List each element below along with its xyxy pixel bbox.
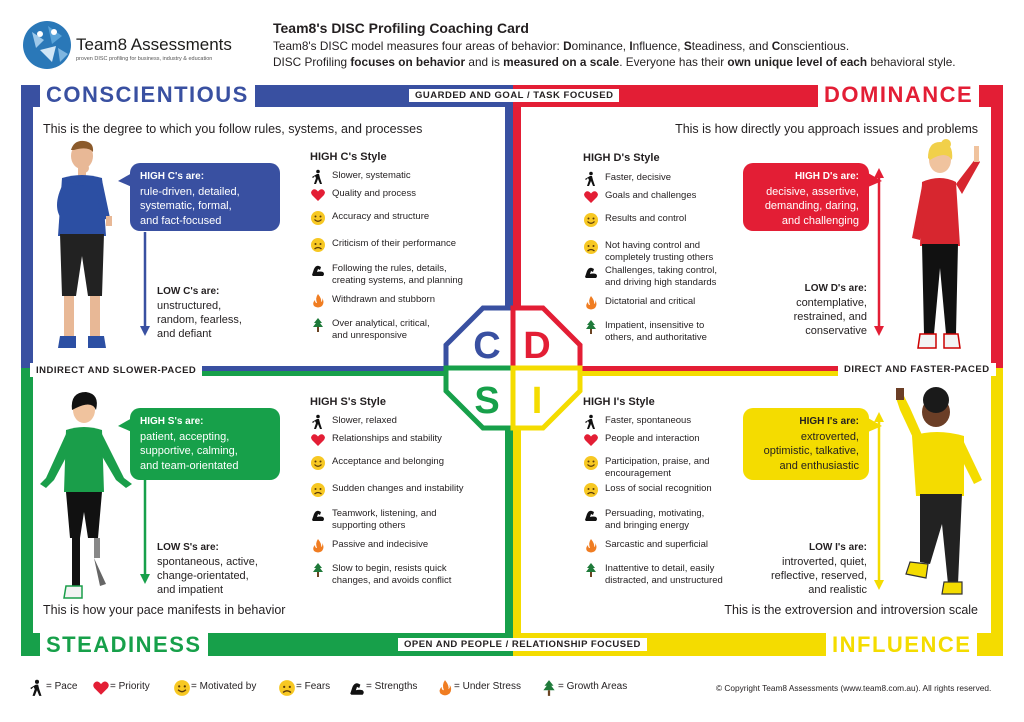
smiley-icon [583, 212, 599, 226]
axis-label-right: DIRECT AND FASTER-PACED [838, 363, 996, 376]
legend-label: = Pace [46, 681, 78, 692]
style-row-text: Over analytical, critical, [332, 318, 430, 329]
style-row-text: others, and authoritative [605, 331, 707, 343]
worried-face-icon [583, 239, 599, 253]
page-title: Team8's DISC Profiling Coaching Card [273, 20, 529, 36]
smiley-icon [583, 455, 599, 469]
high-i-line: and enthusiastic [779, 459, 859, 472]
high-c-heading: HIGH C's are: [140, 171, 205, 182]
team8-logo-mark-icon [22, 18, 72, 72]
influence-side-stripe [991, 368, 1003, 656]
high-c-line: rule-driven, detailed, [140, 185, 240, 198]
high-c-bubble-tail [118, 173, 132, 189]
flame-icon [310, 538, 326, 552]
low-c-heading: LOW C's are: [157, 286, 220, 297]
center-letter-c: C [473, 325, 501, 367]
style-row-text: completely trusting others [605, 251, 714, 263]
flexed-arm-icon [310, 262, 326, 276]
legend-label: = Strengths [366, 681, 418, 692]
style-row [583, 265, 773, 288]
style-row-text: Slower, systematic [332, 170, 411, 181]
s-scale-arrow-icon [140, 480, 150, 584]
influence-person-illustration [890, 384, 988, 600]
style-row-text: Challenges, taking control, [605, 265, 717, 276]
high-c-line: and fact-focused [140, 214, 222, 227]
style-row-text: changes, and avoids conflict [332, 574, 452, 586]
style-row [310, 238, 500, 250]
high-d-heading: HIGH D's are: [794, 171, 859, 182]
walking-person-icon [583, 414, 599, 428]
i-scale-arrow-icon [874, 412, 884, 590]
tree-icon [583, 319, 599, 333]
axis-label-left: INDIRECT AND SLOWER-PACED [30, 363, 202, 377]
high-c-style-heading: HIGH C's Style [310, 151, 387, 163]
logo-name: Team8 Assessments [76, 35, 232, 54]
flame-icon [583, 295, 599, 309]
style-row [583, 172, 773, 184]
conscientious-person-illustration [44, 138, 120, 356]
steadiness-description: This is how your pace manifests in behavior [43, 603, 286, 617]
high-s-style-heading: HIGH S's Style [310, 396, 386, 408]
low-s-line: spontaneous, active, [157, 556, 258, 568]
heart-icon [583, 432, 599, 446]
copyright-notice: © Copyright Team8 Assessments (www.team8.com.au). All rights reserved. [716, 683, 992, 693]
style-row-text: and unresponsive [332, 329, 407, 341]
high-d-line: and challenging [781, 214, 859, 227]
flame-icon [436, 679, 454, 695]
worried-face-icon [583, 482, 599, 496]
style-row-text: Faster, decisive [605, 172, 671, 183]
center-letter-d: D [523, 325, 551, 367]
legend-label: = Priority [110, 681, 150, 692]
style-row [583, 483, 773, 495]
style-row [583, 563, 773, 586]
high-i-line: optimistic, talkative, [763, 445, 859, 457]
flexed-arm-icon [348, 679, 366, 695]
low-i-line: reflective, reserved, [771, 570, 867, 582]
style-row-text: Not having control and [605, 240, 701, 251]
style-row-text: Impatient, insensitive to [605, 320, 705, 331]
legend-label: = Motivated by [191, 681, 257, 692]
low-d-heading: LOW D's are: [804, 283, 867, 294]
walking-person-icon [583, 171, 599, 185]
conscientious-description: This is the degree to which you follow rules, systems, and processes [43, 122, 423, 136]
low-c-line: random, fearless, [157, 314, 242, 326]
style-row [310, 433, 500, 445]
style-row-text: Withdrawn and stubborn [332, 294, 435, 305]
smiley-icon [310, 455, 326, 469]
high-s-line: supportive, calming, [140, 445, 238, 457]
heart-icon [92, 679, 110, 695]
style-row-text: supporting others [332, 519, 406, 531]
style-row-text: Goals and challenges [605, 190, 697, 201]
axis-label-top: GUARDED AND GOAL / TASK FOCUSED [409, 89, 619, 102]
style-row-text: and bringing energy [605, 519, 689, 531]
style-row-text: creating systems, and planning [332, 274, 463, 286]
worried-face-icon [310, 237, 326, 251]
style-row [583, 415, 773, 427]
low-d-line: contemplative, [796, 297, 867, 309]
influence-description: This is the extroversion and introversion scale [724, 603, 978, 617]
style-row-text: Inattentive to detail, easily [605, 563, 715, 574]
dominance-description: This is how directly you approach issues and problems [675, 122, 978, 136]
header-intro-line-2: DISC Profiling focuses on behavior and is measured on a scale. Everyone has their own unique level of each behavioral style. [273, 55, 956, 69]
style-row-text: Teamwork, listening, and [332, 508, 437, 519]
style-row-text: Passive and indecisive [332, 539, 429, 550]
high-i-heading: HIGH I's are: [799, 416, 859, 427]
center-letter-i: I [531, 380, 543, 422]
style-row-text: distracted, and unstructured [605, 574, 723, 586]
low-c-line: unstructured, [157, 300, 222, 312]
high-s-line: patient, accepting, [140, 430, 230, 443]
high-c-line: systematic, formal, [140, 200, 232, 212]
style-row-text: Criticism of their performance [332, 238, 457, 249]
flexed-arm-icon [310, 507, 326, 521]
high-d-line: demanding, daring, [764, 200, 859, 212]
style-row [310, 294, 500, 306]
low-s-heading: LOW S's are: [157, 542, 219, 553]
low-d-block [794, 282, 867, 338]
conscientious-side-stripe [21, 85, 33, 368]
legend-label: = Growth Areas [558, 681, 628, 692]
style-row [583, 240, 773, 263]
center-letter-s: S [474, 380, 500, 422]
worried-face-icon [310, 482, 326, 496]
style-row-text: Dictatorial and critical [605, 296, 696, 307]
disc-center-octagon [443, 305, 583, 431]
style-row-text: Sarcastic and superficial [605, 539, 708, 550]
low-s-block [157, 541, 258, 597]
low-i-heading: LOW I's are: [809, 542, 867, 553]
high-d-line: decisive, assertive, [766, 185, 859, 198]
style-row [583, 508, 773, 531]
low-s-line: change-orientated, [157, 570, 249, 582]
steadiness-person-illustration [36, 388, 136, 602]
style-row [310, 170, 500, 182]
high-c-bubble [130, 163, 280, 231]
low-d-line: restrained, and [793, 311, 867, 323]
high-s-bubble [130, 408, 280, 480]
style-row-text: Quality and process [332, 188, 416, 199]
style-row [310, 211, 500, 223]
c-scale-arrow-icon [140, 232, 150, 336]
d-scale-arrow-icon [874, 168, 884, 336]
style-row [583, 433, 773, 445]
influence-title: INFLUENCE [826, 633, 977, 657]
dominance-side-stripe [991, 85, 1003, 368]
dominance-title: DOMINANCE [818, 83, 979, 107]
tree-icon [310, 317, 326, 331]
style-row [310, 563, 500, 586]
style-row-text: Loss of social recognition [605, 483, 712, 494]
style-row-text: Relationships and stability [332, 433, 442, 444]
style-row-text: Faster, spontaneous [605, 415, 692, 426]
high-s-line: and team-orientated [140, 459, 239, 472]
style-row-text: and driving high standards [605, 276, 717, 288]
low-c-line: and defiant [157, 328, 212, 340]
conscientious-title: CONSCIENTIOUS [40, 83, 255, 107]
smiley-icon [310, 210, 326, 224]
high-d-style-heading: HIGH D's Style [583, 152, 660, 164]
style-row [310, 188, 500, 200]
style-row-text: encouragement [605, 467, 672, 479]
style-row-text: Sudden changes and instability [332, 483, 464, 494]
walking-person-icon [310, 169, 326, 183]
flame-icon [583, 538, 599, 552]
walking-person-icon [28, 679, 46, 695]
legend-label: = Fears [296, 681, 331, 692]
style-row [583, 320, 773, 343]
steadiness-side-stripe [21, 368, 33, 656]
style-row-text: Slower, relaxed [332, 415, 397, 426]
style-row [310, 456, 500, 468]
style-row [310, 539, 500, 551]
high-i-line: extroverted, [800, 430, 859, 443]
steadiness-title: STEADINESS [40, 633, 208, 657]
style-row-text: Participation, praise, and [605, 456, 710, 467]
header-intro-line-1: Team8's DISC model measures four areas of behavior: Dominance, Influence, Steadiness, and Conscientious. [273, 39, 850, 53]
low-i-block [771, 541, 867, 597]
worried-face-icon [278, 679, 296, 695]
low-s-line: and impatient [157, 584, 224, 596]
style-row-text: Slow to begin, resists quick [332, 563, 447, 574]
style-row-text: People and interaction [605, 433, 700, 444]
tree-icon [310, 562, 326, 576]
style-row-text: Following the rules, details, [332, 263, 447, 274]
style-row [583, 539, 773, 551]
low-i-line: introverted, quiet, [782, 556, 867, 568]
low-d-line: conservative [805, 325, 867, 337]
style-row [583, 296, 773, 308]
tree-icon [540, 679, 558, 695]
low-i-line: and realistic [808, 584, 867, 596]
high-s-heading: HIGH S's are: [140, 416, 204, 427]
smiley-icon [173, 679, 191, 695]
style-row-text: Acceptance and belonging [332, 456, 444, 467]
heart-icon [310, 187, 326, 201]
flame-icon [310, 293, 326, 307]
flexed-arm-icon [583, 264, 599, 278]
style-row [583, 190, 773, 202]
style-row [583, 213, 773, 225]
logo-tagline: proven DISC profiling for business, industry & education [76, 56, 213, 62]
walking-person-icon [310, 414, 326, 428]
tree-icon [583, 562, 599, 576]
heart-icon [310, 432, 326, 446]
style-row-text: Results and control [605, 213, 687, 224]
axis-label-bottom: OPEN AND PEOPLE / RELATIONSHIP FOCUSED [398, 638, 647, 651]
high-i-style-heading: HIGH I's Style [583, 396, 655, 408]
heart-icon [583, 189, 599, 203]
style-row [310, 508, 500, 531]
legend-label: = Under Stress [454, 681, 521, 692]
style-row [310, 263, 500, 286]
style-row-text: Persuading, motivating, [605, 508, 705, 519]
style-row [310, 483, 500, 495]
flexed-arm-icon [583, 507, 599, 521]
dominance-person-illustration [906, 138, 984, 358]
style-row [583, 456, 773, 479]
low-c-block [157, 285, 242, 341]
company-logo [22, 18, 242, 74]
style-row-text: Accuracy and structure [332, 211, 430, 222]
